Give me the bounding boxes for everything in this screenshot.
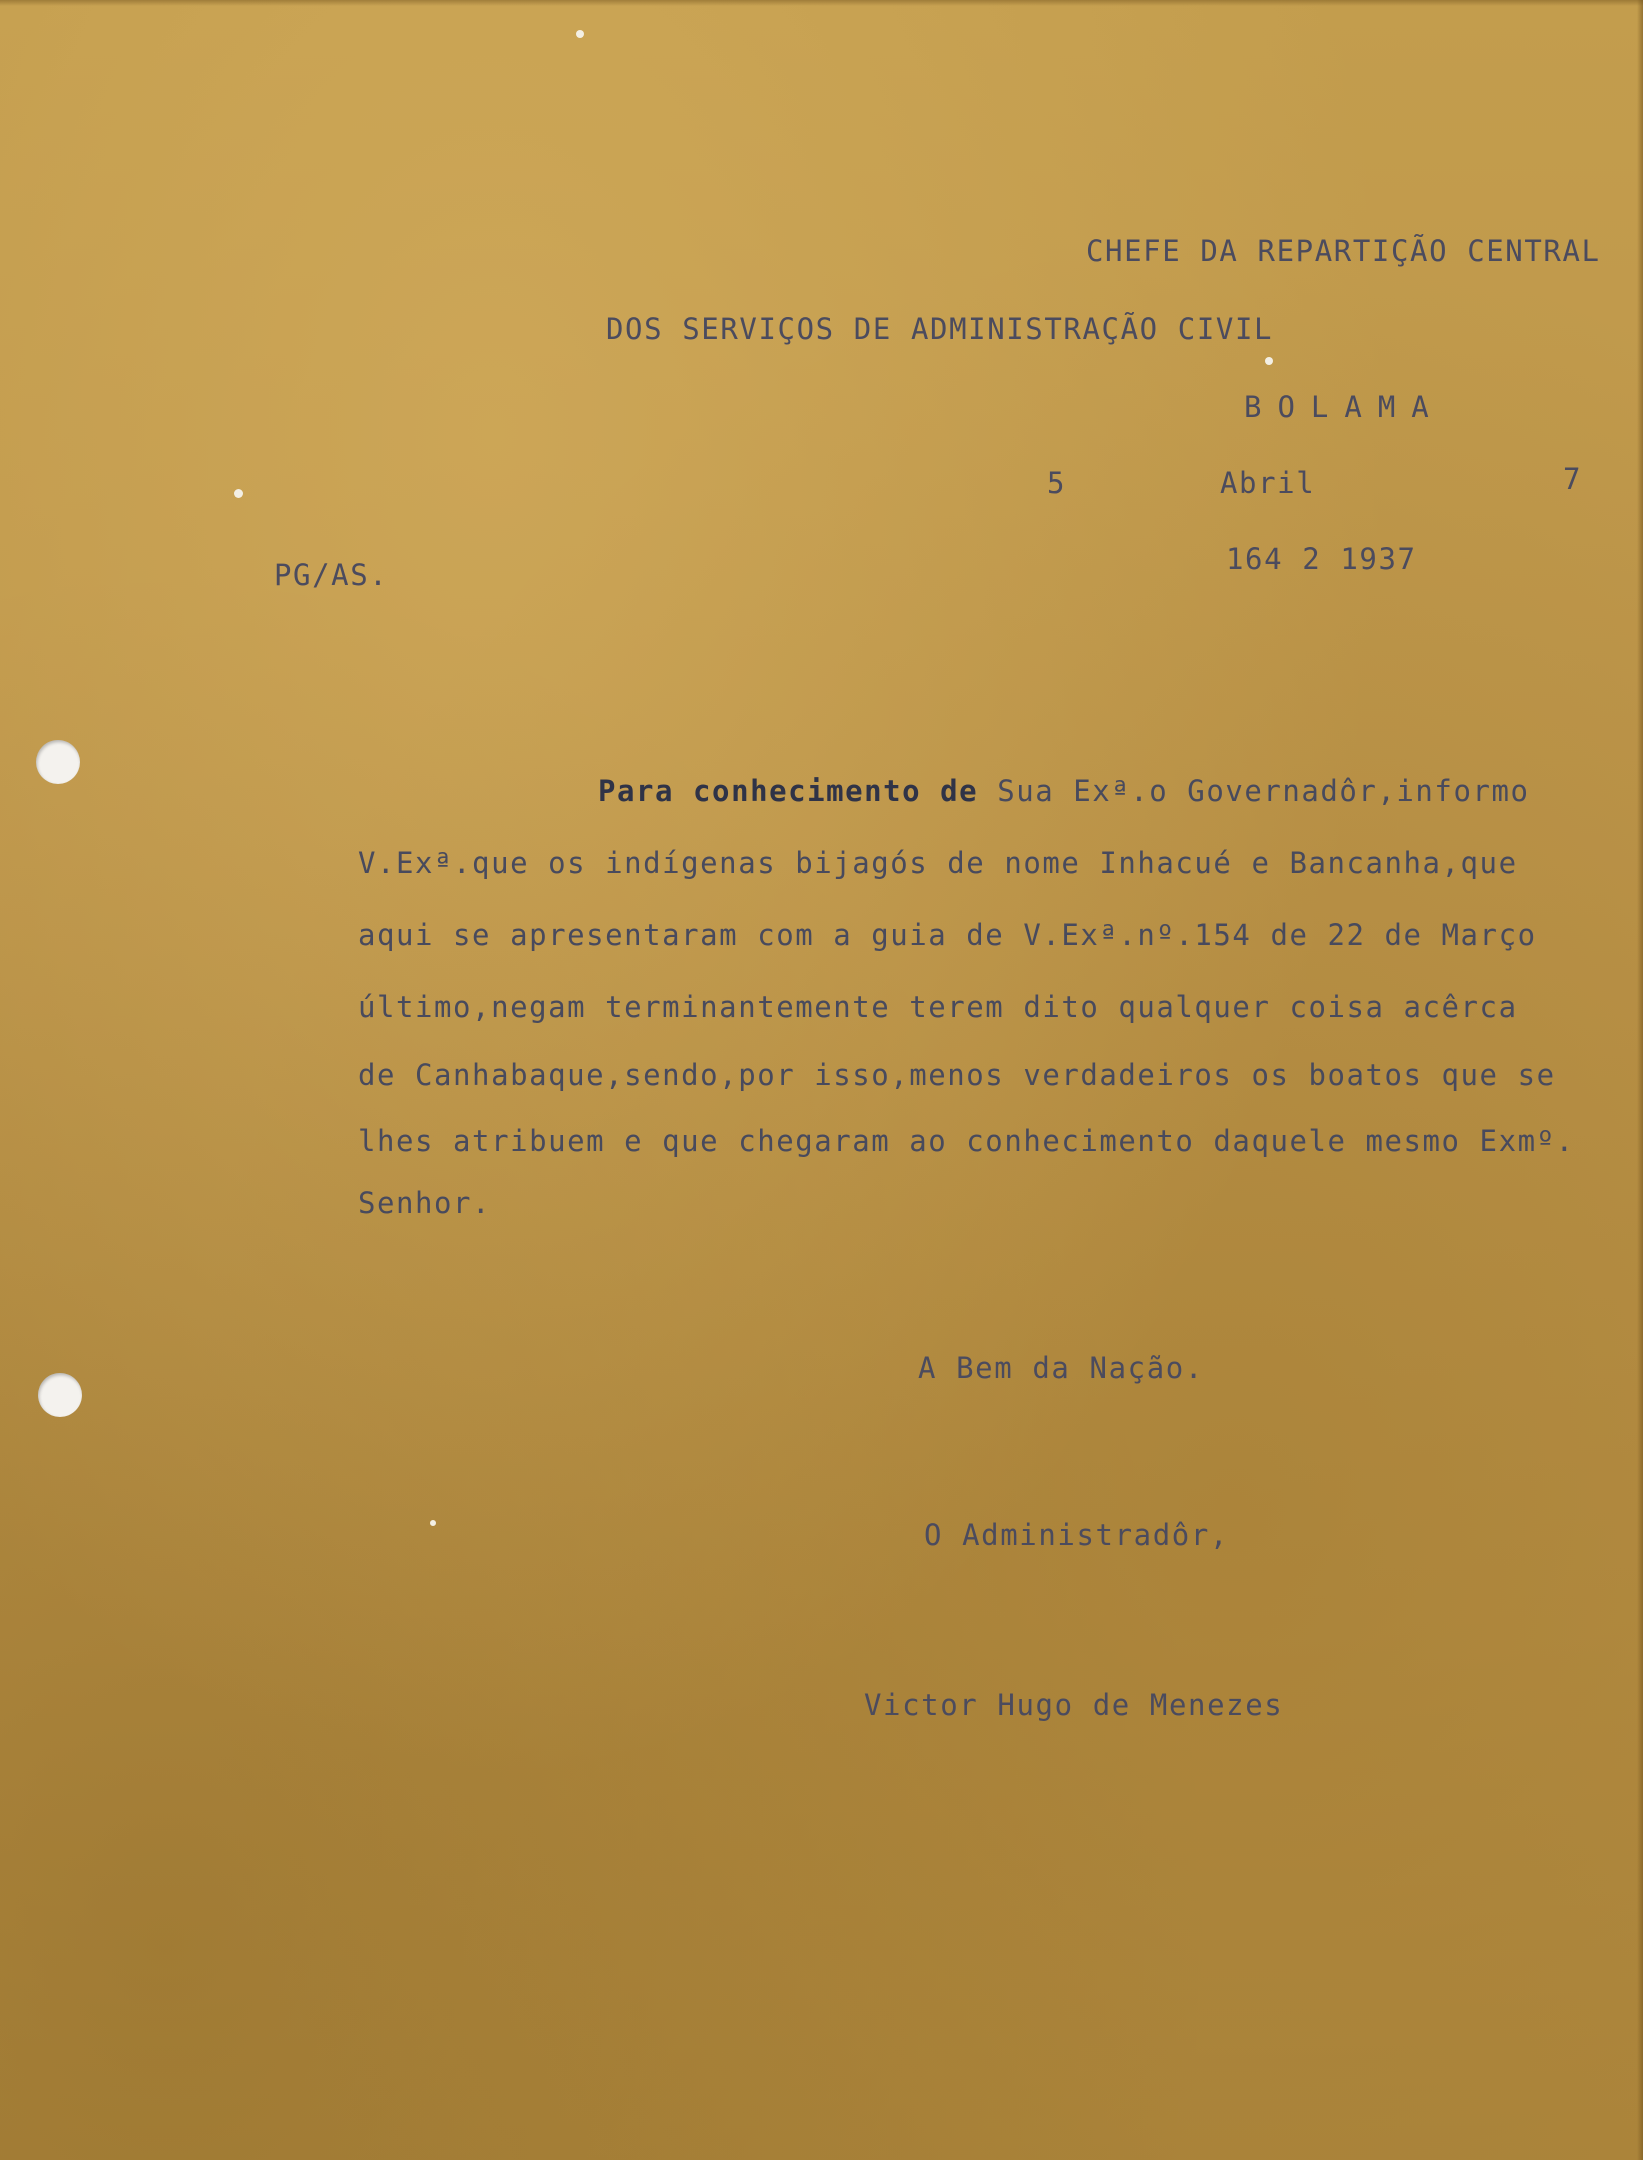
header-city: BOLAMA xyxy=(1244,390,1445,424)
punch-hole-top xyxy=(36,740,80,784)
body-line-3: aqui se apresentaram com a guia de V.Exª.nº.154 de 22 de Março xyxy=(358,918,1537,952)
body-line-6: lhes atribuem e que chegaram ao conhecimento daquele mesmo Exmº. xyxy=(358,1124,1575,1158)
body-line-2: V.Exª.que os indígenas bijagós de nome Inhacué e Bancanha,que xyxy=(358,846,1518,880)
body-line-1 xyxy=(598,774,1529,808)
paper-speck xyxy=(576,30,584,38)
signatory-name: Victor Hugo de Menezes xyxy=(864,1688,1284,1722)
header-department-line2: DOS SERVIÇOS DE ADMINISTRAÇÃO CIVIL xyxy=(606,312,1274,346)
body-line-5: de Canhabaque,sendo,por isso,menos verdadeiros os boatos que se xyxy=(358,1058,1556,1092)
date-year-digit: 7 xyxy=(1563,462,1583,496)
paper-edge-top xyxy=(0,0,1643,6)
body-line-4: último,negam terminantemente terem dito qualquer coisa acêrca xyxy=(358,990,1518,1024)
body-opening: Para conhecimento de xyxy=(598,774,979,808)
date-month: Abril xyxy=(1220,466,1316,500)
body-line-1-rest: Sua Exª.o Governadôr,informo xyxy=(978,774,1530,808)
closing-title: O Administradôr, xyxy=(924,1518,1229,1552)
header-department-line1: CHEFE DA REPARTIÇÃO CENTRAL xyxy=(1086,234,1601,268)
reference-number: 164 2 1937 xyxy=(1226,542,1417,576)
body-line-7: Senhor. xyxy=(358,1186,492,1220)
punch-hole-bottom xyxy=(38,1373,82,1417)
paper-speck xyxy=(430,1520,436,1526)
initials: PG/AS. xyxy=(274,558,389,592)
paper-edge-right xyxy=(1637,0,1643,2160)
paper-speck xyxy=(234,489,243,498)
closing-salutation: A Bem da Nação. xyxy=(918,1351,1204,1385)
paper-speck xyxy=(1265,357,1273,365)
date-day: 5 xyxy=(1047,466,1067,500)
